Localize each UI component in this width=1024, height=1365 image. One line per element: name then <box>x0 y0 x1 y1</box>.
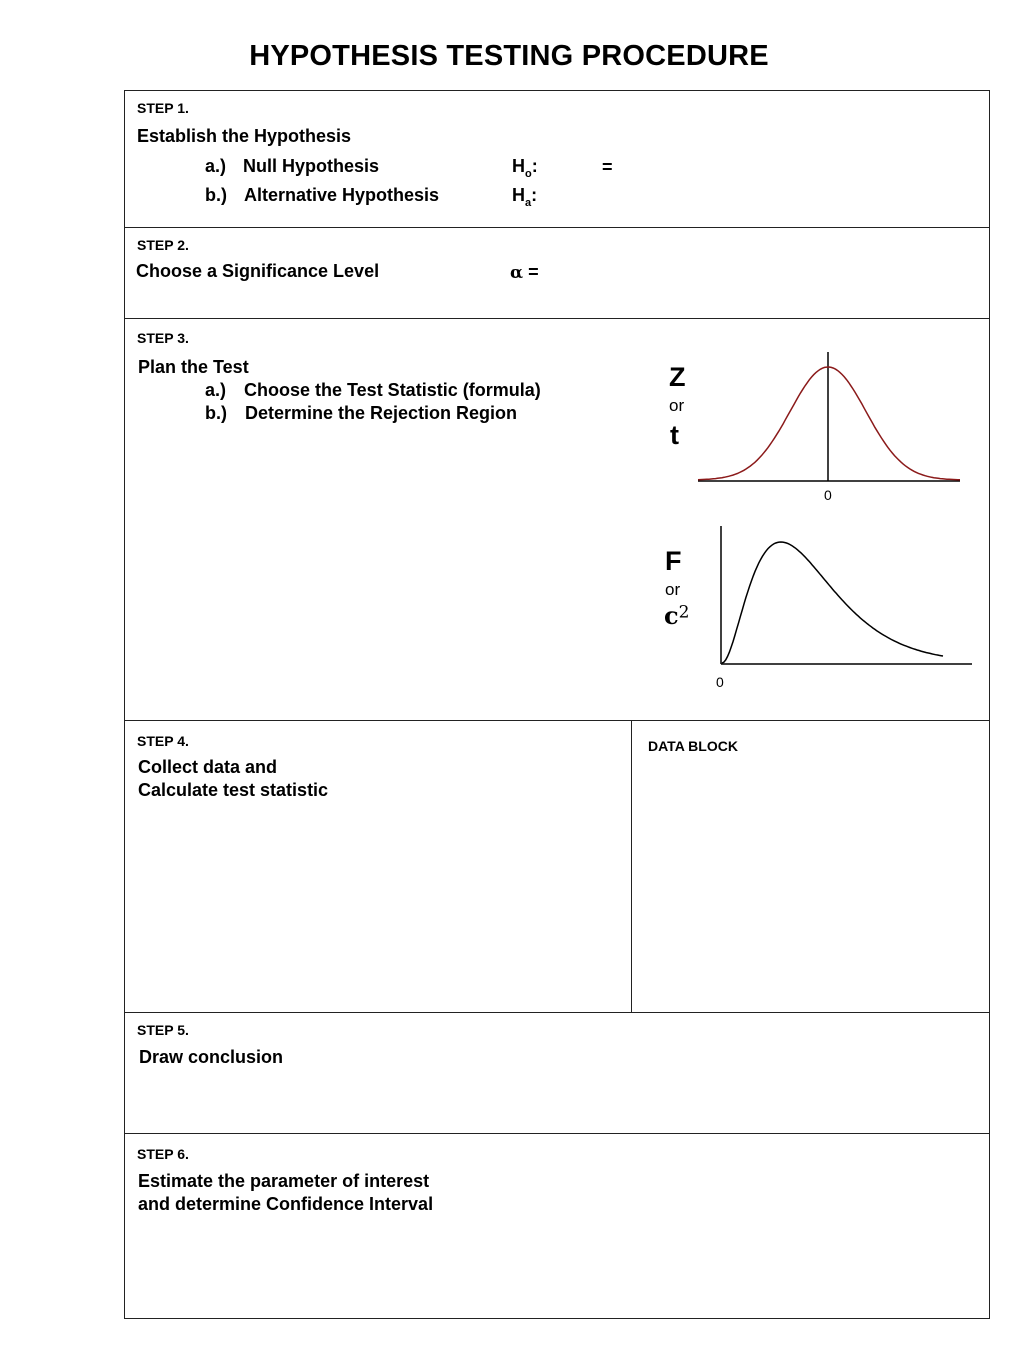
divider-step2-step3 <box>124 318 990 319</box>
null-h-letter: H <box>512 156 525 176</box>
step1-a-text: Null Hypothesis <box>243 156 380 176</box>
step4-label: STEP 4. <box>137 733 189 749</box>
divider-step4-datablock <box>631 720 632 1012</box>
normal-curve <box>698 367 960 480</box>
step1-b-prefix: b.) <box>205 185 227 205</box>
step3-b-text: Determine the Rejection Region <box>245 403 518 423</box>
step3-b-prefix: b.) <box>205 403 227 423</box>
skewed-curve-diagram <box>710 522 980 672</box>
step1-heading: Establish the Hypothesis <box>137 126 352 146</box>
chi-square-label <box>664 601 689 630</box>
step2-heading: Choose a Significance Level <box>136 261 380 281</box>
alpha-equation <box>510 261 539 285</box>
alpha-equals: = <box>528 262 539 282</box>
f-or-c-or: or <box>665 580 681 599</box>
null-hypothesis-equals: = <box>602 157 613 177</box>
null-h-sub: o <box>525 168 532 180</box>
alt-h-sub: a <box>525 197 532 209</box>
step1-b-text: Alternative Hypothesis <box>244 185 440 205</box>
page-title: HYPOTHESIS TESTING PROCEDURE <box>249 40 769 72</box>
alt-h-colon: : <box>531 185 538 205</box>
step3-heading: Plan the Test <box>138 357 249 377</box>
chi-letter: c <box>664 601 679 630</box>
step4-line2: Calculate test statistic <box>138 780 329 800</box>
step1-label: STEP 1. <box>137 100 189 116</box>
step6-line1: Estimate the parameter of interest <box>138 1171 430 1191</box>
normal-curve-zero-label: 0 <box>824 487 832 503</box>
normal-curve-diagram <box>690 345 970 490</box>
step5-label: STEP 5. <box>137 1022 189 1038</box>
null-h-colon: : <box>531 156 538 176</box>
null-hypothesis-symbol <box>512 155 538 181</box>
step5-heading: Draw conclusion <box>139 1047 284 1067</box>
step6-line2: and determine Confidence Interval <box>138 1194 434 1214</box>
alt-h-letter: H <box>512 185 525 205</box>
data-block-label: DATA BLOCK <box>648 738 738 754</box>
t-label: t <box>670 420 679 450</box>
skewed-curve-zero-label: 0 <box>716 674 724 690</box>
step3-label: STEP 3. <box>137 330 189 346</box>
step6-label: STEP 6. <box>137 1146 189 1162</box>
z-label: Z <box>669 362 686 392</box>
divider-step1-step2 <box>124 227 990 228</box>
step3-a-prefix: a.) <box>205 380 227 400</box>
divider-step4-step5 <box>124 1012 990 1013</box>
alt-hypothesis-symbol <box>512 184 537 210</box>
divider-step5-step6 <box>124 1133 990 1134</box>
z-or-t-or: or <box>669 396 685 415</box>
step2-label: STEP 2. <box>137 237 189 253</box>
chi-superscript: 2 <box>678 602 690 623</box>
skewed-curve <box>722 542 943 663</box>
step1-a-prefix: a.) <box>205 156 227 176</box>
alpha-symbol: α <box>510 263 524 283</box>
step3-a-text: Choose the Test Statistic (formula) <box>244 380 541 400</box>
divider-step3-step4 <box>124 720 990 721</box>
f-label: F <box>665 546 682 576</box>
step4-line1: Collect data and <box>138 757 278 777</box>
